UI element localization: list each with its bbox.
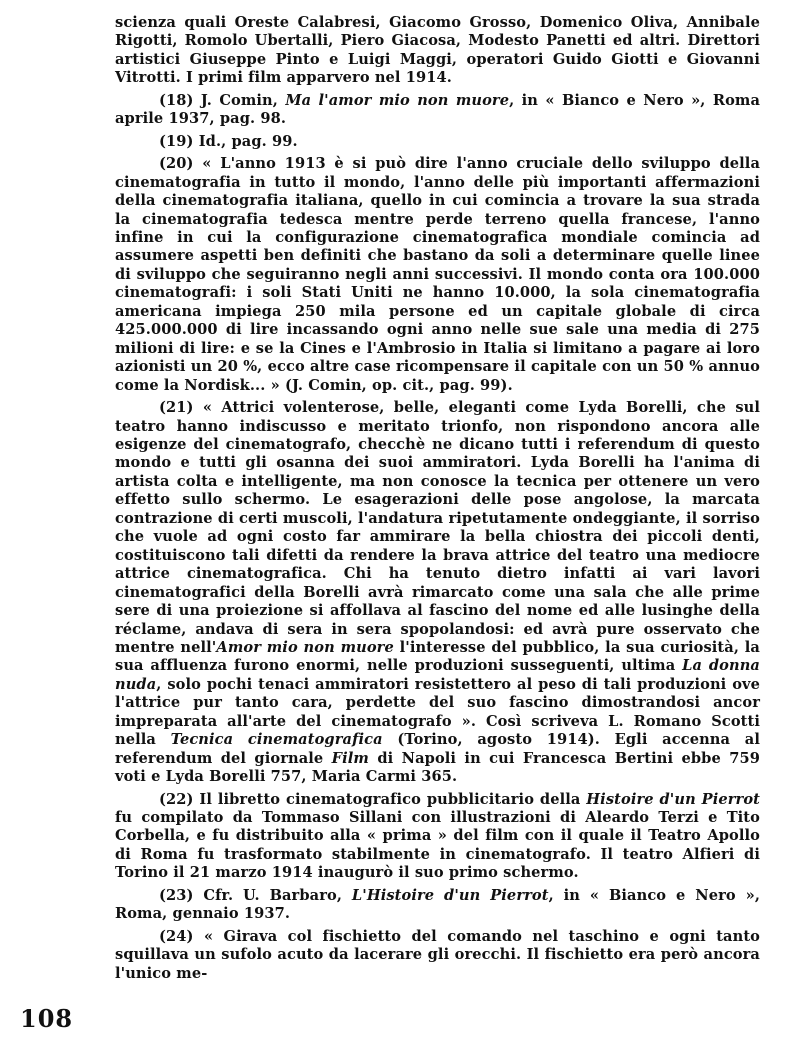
footnote-21-title-4: Film <box>331 749 369 767</box>
footnote-19-number: (19) <box>159 132 194 150</box>
footnote-18-source: , in « Bianco e Nero », Roma aprile 1937, pag. 98. <box>115 91 761 128</box>
page-number: 108 <box>20 1004 74 1033</box>
footnote-23-title: L'Histoire d'un Pierrot <box>351 886 549 904</box>
footnote-18-author: J. Comin, <box>200 91 278 109</box>
footnote-20-number: (20) <box>159 155 194 173</box>
footnote-22 <box>115 791 760 883</box>
footnote-22-text-b: fu compilato da Tommaso Sillani con illustrazioni di Aleardo Terzi e Tito Corbella, e fu distribuito alla « prima » del film con il quale il Teatro Apollo di Roma fu trasformato stabilmente in cinematografo. Il teatro Alfieri di Torino il 21 marzo 1914 inaugurò il suo primo schermo. <box>115 809 760 882</box>
footnote-17-continuation <box>115 14 760 88</box>
footnote-22-title: Histoire d'un Pierrot <box>586 790 761 808</box>
footnote-24 <box>115 928 760 983</box>
footnotes-column <box>115 14 760 987</box>
footnote-18-number: (18) <box>159 91 194 109</box>
footnote-22-number: (22) <box>159 790 194 808</box>
footnote-23-text-b: , in « Bianco e Nero », Roma, gennaio 1937. <box>115 886 761 923</box>
footnote-20-text: « L'anno 1913 è si può dire l'anno cruciale dello sviluppo della cinematografia in tutto il mondo, l'anno delle più importanti affermazioni della cinematografia italiana, quello in cui comincia a trovare la sua strada la cinematografia tedesca mentre perde terreno quella francese, l'anno infine in cui la configurazione cinematografica mondiale comincia ad assumere aspetti ben definiti che bastano da soli a determinare quelle linee di sviluppo che seguiranno negli anni successivi. Il mondo conta ora 100.000 cinematografi: i soli Stati Uniti ne hanno 10.000, la sola cinematografia americana impiega 250 mila persone ed un capitale globale di circa 425.000.000 di lire incassando ogni anno nelle sue sale una media di 275 milioni di lire: e se la Cines e l'Ambrosio in Italia si limitano a pagare ai loro azionisti un 20 %, ecco altre case ricompensare il capitale con un 50 % annuo come la Nordisk... » (J. Comin, op. cit., pag. 99). <box>115 155 760 394</box>
footnote-21-text-a: « Attrici volenterose, belle, eleganti come Lyda Borelli, che sul teatro hanno indiscusso e meritato trionfo, non rispondono ancora alle esigenze del cinematografo, checchè ne dicano tutti i referendum di questo mondo e tutti gli osanna dei suoi ammiratori. Lyda Borelli ha l'anima di artista colta e intelligente, ma non conosce la tecnica per ottenere un vero effetto sullo schermo. Le esagerazioni delle pose angolose, la marcata contrazione di certi muscoli, l'andatura ripetutamente ondeggiante, il sorriso che vuole ad ogni costo far ammirare la bella chiostra dei piccoli denti, costituiscono tali difetti da rendere la brava attrice del teatro una mediocre attrice cinematografica. Chi ha tenuto dietro infatti ai vari lavori cinematografici della Borelli avrà rimarcato come una sala che alle prime sere di una proiezione si affollava al fascino del nome ed alle lusinghe della réclame, andava di sera in sera spopolandosi: ed avrà pure osservato che mentre nell' <box>115 399 760 656</box>
footnote-23-number: (23) <box>159 886 194 904</box>
footnote-20 <box>115 155 760 395</box>
footnote-21-text-d: (Torino, agosto 1914). Egli accenna al referendum del giornale <box>115 731 760 767</box>
footnote-24-text: « Girava col fischietto del comando nel taschino e ogni tanto squillava un sufolo acuto da lacerare gli orecchi. Il fischietto era però ancora l'unico me- <box>115 927 760 982</box>
footnote-22-text-a: Il libretto cinematografico pubblicitario della <box>199 790 587 808</box>
footnote-21-title-2: La donna nuda <box>115 657 760 693</box>
footnote-23 <box>115 887 760 924</box>
footnote-19 <box>115 133 760 151</box>
footnote-23-text-a: Cfr. U. Barbaro, <box>203 886 352 904</box>
footnote-24-number: (24) <box>159 927 194 945</box>
footnote-19-text: Id., pag. 99. <box>198 132 298 150</box>
footnote-21-text-c: , solo pochi tenaci ammiratori resistettero al peso di tali produzioni ove l'attrice pur tanto cara, perdette del suo fascino dimostrandosi ancor impreparata all'arte del cinematografo ». Così scriveva L. Romano Scotti nella <box>115 675 760 749</box>
footnote-21 <box>115 399 760 787</box>
footnote-18 <box>115 92 760 129</box>
footnote-18-title: Ma l'amor mio non muore <box>285 91 510 109</box>
footnote-21-text-b: l'interesse del pubblico, la sua curiosità, la sua affluenza furono enormi, nelle produzioni susseguenti, ultima <box>115 638 760 675</box>
footnote-21-title-1: Amor mio non muore <box>216 638 394 656</box>
footnote-21-number: (21) <box>159 399 194 417</box>
footnote-17-text: scienza quali Oreste Calabresi, Giacomo Grosso, Domenico Oliva, Annibale Rigotti, Romolo Ubertalli, Piero Giacosa, Modesto Panetti ed altri. Direttori artistici Giuseppe Pinto e Luigi Maggi, operatori Guido Giotti e Giovanni Vitrotti. I primi film apparvero nel 1914. <box>115 14 760 87</box>
footnote-21-text-e: di Napoli in cui Francesca Bertini ebbe 759 voti e Lyda Borelli 757, Maria Carmi 365. <box>115 749 760 786</box>
footnote-21-title-3: Tecnica cinematografica <box>170 731 383 749</box>
